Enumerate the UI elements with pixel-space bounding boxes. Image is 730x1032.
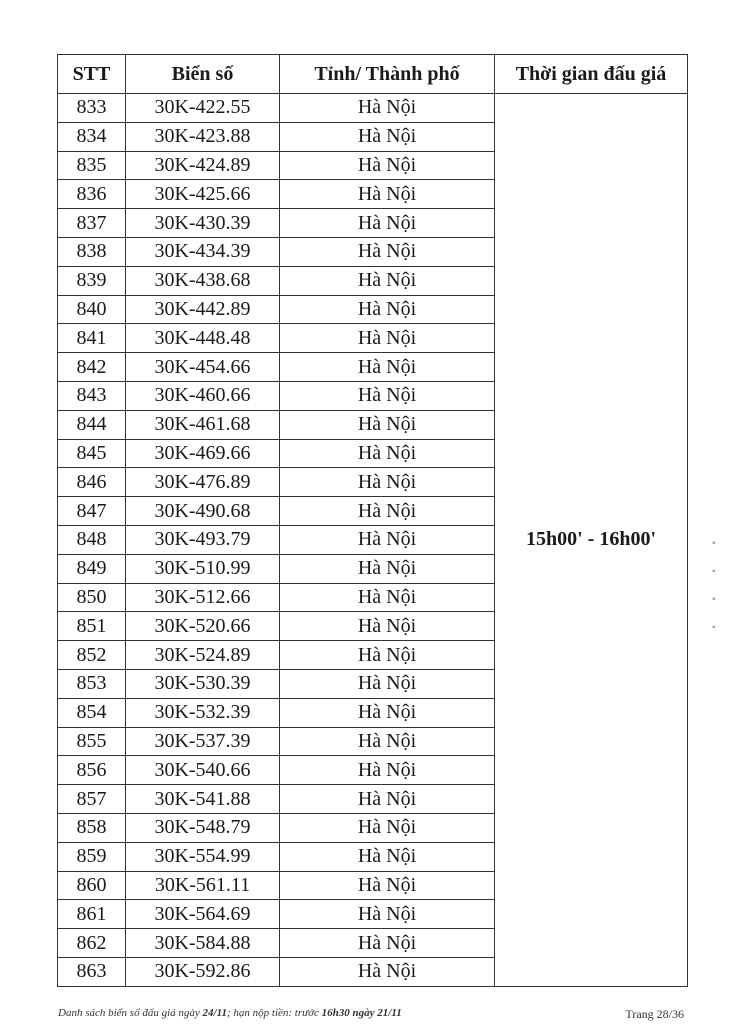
cell-province: Hà Nội — [280, 497, 495, 526]
cell-stt: 833 — [58, 94, 126, 123]
cell-plate: 30K-564.69 — [126, 900, 280, 929]
cell-plate: 30K-541.88 — [126, 785, 280, 814]
header-stt: STT — [58, 55, 126, 94]
cell-province: Hà Nội — [280, 266, 495, 295]
cell-stt: 855 — [58, 727, 126, 756]
cell-plate: 30K-530.39 — [126, 669, 280, 698]
cell-stt: 839 — [58, 266, 126, 295]
cell-plate: 30K-460.66 — [126, 381, 280, 410]
cell-plate: 30K-490.68 — [126, 497, 280, 526]
cell-plate: 30K-423.88 — [126, 122, 280, 151]
footer-deadline: 16h30 ngày 21/11 — [321, 1007, 402, 1019]
cell-stt: 841 — [58, 324, 126, 353]
cell-plate: 30K-438.68 — [126, 266, 280, 295]
table-body — [58, 94, 688, 987]
page-number: Trang 28/36 — [625, 1007, 684, 1021]
cell-province: Hà Nội — [280, 554, 495, 583]
cell-province: Hà Nội — [280, 583, 495, 612]
cell-province: Hà Nội — [280, 468, 495, 497]
cell-stt: 846 — [58, 468, 126, 497]
cell-stt: 853 — [58, 669, 126, 698]
cell-province: Hà Nội — [280, 785, 495, 814]
cell-stt: 854 — [58, 698, 126, 727]
cell-province: Hà Nội — [280, 641, 495, 670]
cell-plate: 30K-512.66 — [126, 583, 280, 612]
cell-province: Hà Nội — [280, 698, 495, 727]
cell-province: Hà Nội — [280, 94, 495, 123]
cell-stt: 843 — [58, 381, 126, 410]
cell-stt: 838 — [58, 237, 126, 266]
cell-province: Hà Nội — [280, 353, 495, 382]
footer-auction-date: 24/11 — [202, 1007, 227, 1019]
cell-province: Hà Nội — [280, 151, 495, 180]
cell-plate: 30K-424.89 — [126, 151, 280, 180]
cell-province: Hà Nội — [280, 410, 495, 439]
cell-province: Hà Nội — [280, 180, 495, 209]
cell-province: Hà Nội — [280, 727, 495, 756]
header-row — [58, 55, 688, 94]
cell-plate: 30K-434.39 — [126, 237, 280, 266]
cell-stt: 834 — [58, 122, 126, 151]
cell-stt: 852 — [58, 641, 126, 670]
cell-plate: 30K-476.89 — [126, 468, 280, 497]
cell-plate: 30K-520.66 — [126, 612, 280, 641]
cell-province: Hà Nội — [280, 842, 495, 871]
cell-province: Hà Nội — [280, 929, 495, 958]
cell-plate: 30K-532.39 — [126, 698, 280, 727]
cell-stt: 850 — [58, 583, 126, 612]
cell-stt: 845 — [58, 439, 126, 468]
cell-province: Hà Nội — [280, 122, 495, 151]
cell-plate: 30K-430.39 — [126, 209, 280, 238]
stamp-mark: ▪ ▪ ▪ ▪ — [712, 538, 716, 633]
cell-stt: 848 — [58, 525, 126, 554]
cell-province: Hà Nội — [280, 756, 495, 785]
cell-plate: 30K-422.55 — [126, 94, 280, 123]
cell-plate: 30K-537.39 — [126, 727, 280, 756]
cell-province: Hà Nội — [280, 324, 495, 353]
cell-plate: 30K-469.66 — [126, 439, 280, 468]
cell-stt: 836 — [58, 180, 126, 209]
cell-province: Hà Nội — [280, 525, 495, 554]
footer-middle: ; hạn nộp tiền: trước — [226, 1007, 319, 1019]
footer-note — [58, 1007, 402, 1019]
cell-stt: 842 — [58, 353, 126, 382]
cell-stt: 840 — [58, 295, 126, 324]
cell-stt: 837 — [58, 209, 126, 238]
cell-plate: 30K-442.89 — [126, 295, 280, 324]
cell-plate: 30K-524.89 — [126, 641, 280, 670]
cell-plate: 30K-592.86 — [126, 957, 280, 986]
cell-stt: 856 — [58, 756, 126, 785]
cell-stt: 851 — [58, 612, 126, 641]
cell-plate: 30K-425.66 — [126, 180, 280, 209]
cell-stt: 849 — [58, 554, 126, 583]
cell-province: Hà Nội — [280, 900, 495, 929]
cell-plate: 30K-448.48 — [126, 324, 280, 353]
cell-province: Hà Nội — [280, 612, 495, 641]
cell-stt: 863 — [58, 957, 126, 986]
cell-plate: 30K-584.88 — [126, 929, 280, 958]
cell-province: Hà Nội — [280, 669, 495, 698]
cell-province: Hà Nội — [280, 439, 495, 468]
cell-plate: 30K-548.79 — [126, 813, 280, 842]
cell-plate: 30K-454.66 — [126, 353, 280, 382]
cell-stt: 847 — [58, 497, 126, 526]
cell-stt: 857 — [58, 785, 126, 814]
cell-plate: 30K-461.68 — [126, 410, 280, 439]
cell-province: Hà Nội — [280, 209, 495, 238]
header-auction-time: Thời gian đấu giá — [495, 55, 688, 94]
cell-province: Hà Nội — [280, 871, 495, 900]
cell-stt: 858 — [58, 813, 126, 842]
header-province: Tỉnh/ Thành phố — [280, 55, 495, 94]
cell-stt: 835 — [58, 151, 126, 180]
cell-plate: 30K-561.11 — [126, 871, 280, 900]
header-plate: Biển số — [126, 55, 280, 94]
cell-province: Hà Nội — [280, 813, 495, 842]
cell-auction-time: 15h00' - 16h00' — [495, 94, 688, 987]
cell-plate: 30K-493.79 — [126, 525, 280, 554]
cell-plate: 30K-540.66 — [126, 756, 280, 785]
cell-stt: 859 — [58, 842, 126, 871]
plates-table — [57, 54, 688, 987]
cell-stt: 844 — [58, 410, 126, 439]
cell-province: Hà Nội — [280, 237, 495, 266]
cell-stt: 860 — [58, 871, 126, 900]
cell-province: Hà Nội — [280, 957, 495, 986]
cell-plate: 30K-510.99 — [126, 554, 280, 583]
cell-plate: 30K-554.99 — [126, 842, 280, 871]
cell-province: Hà Nội — [280, 295, 495, 324]
cell-stt: 862 — [58, 929, 126, 958]
cell-province: Hà Nội — [280, 381, 495, 410]
table-row — [58, 94, 688, 123]
footer-prefix: Danh sách biển số đấu giá ngày — [58, 1007, 200, 1019]
cell-stt: 861 — [58, 900, 126, 929]
